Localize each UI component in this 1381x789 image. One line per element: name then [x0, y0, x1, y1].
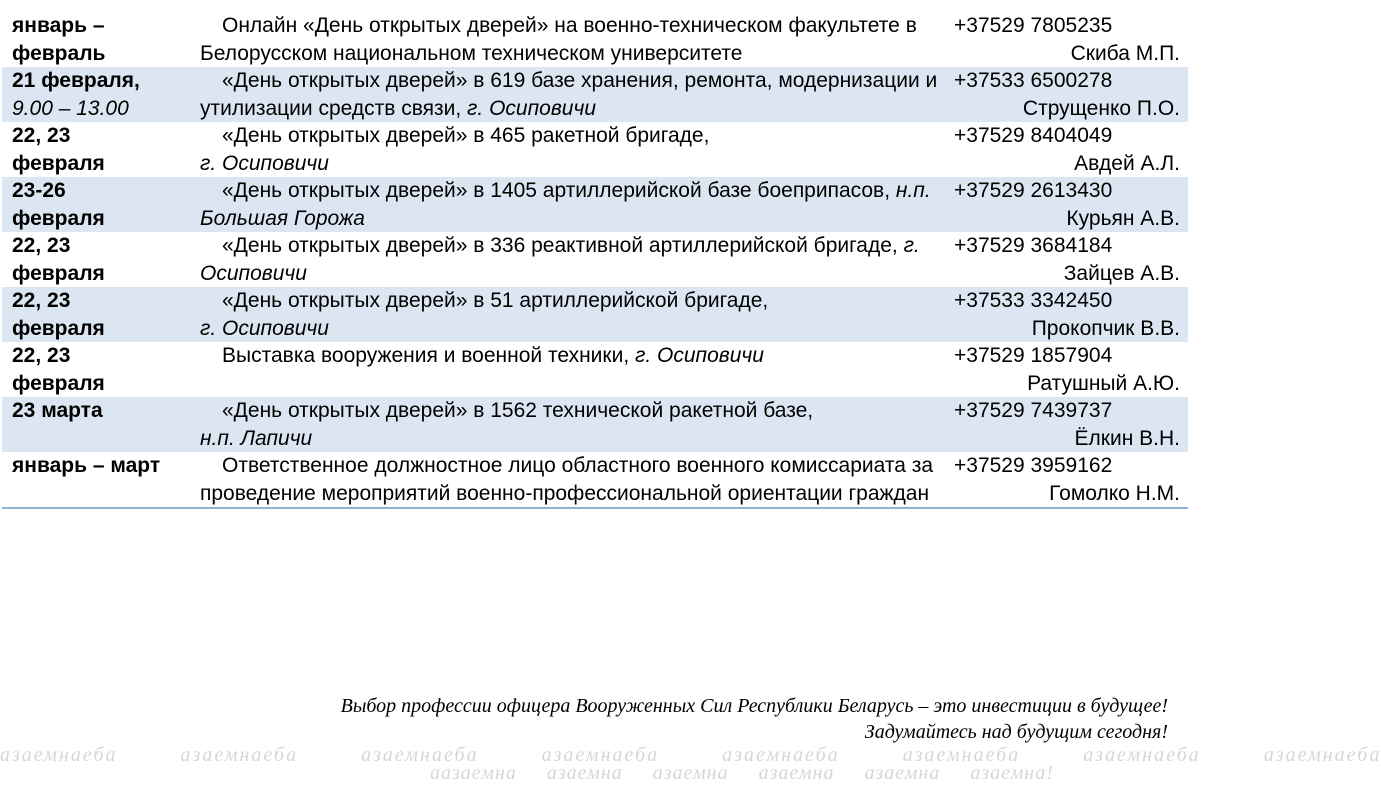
event-location: н.п. Большая Горожа	[200, 179, 931, 230]
contact-phone: +37529 7805235	[954, 14, 1113, 37]
slogan-line-2: Задумайтесь над будущим сегодня!	[864, 721, 1168, 743]
event-date	[2, 67, 200, 122]
schedule-row	[2, 397, 1188, 452]
event-description	[200, 452, 950, 507]
event-location: г. Осиповичи	[200, 316, 329, 340]
event-title: «День открытых дверей» в 336 реактивной артиллерийской бригаде,	[222, 234, 904, 257]
contact	[950, 177, 1188, 232]
event-description	[200, 122, 950, 177]
event-location: г. Осиповичи	[467, 96, 597, 120]
event-date-text: 22, 23 февраля	[12, 289, 105, 340]
schedule-row	[2, 122, 1188, 177]
contact-person: Прокопчик В.В.	[1031, 316, 1180, 340]
schedule-row	[2, 177, 1188, 232]
event-date-text: 23 марта	[12, 399, 103, 422]
contact-phone: +37529 1857904	[954, 344, 1113, 367]
event-time: 9.00 – 13.00	[12, 96, 129, 120]
event-date	[2, 122, 200, 177]
slogan-line-1: Выбор профессии офицера Вооруженных Сил Республики Беларусь – это инвестиции в будущее!	[340, 695, 1168, 717]
event-date-text: 22, 23 февраля	[12, 344, 105, 395]
contact-phone: +37529 2613430	[954, 179, 1113, 202]
event-date	[2, 12, 200, 67]
closing-slogan	[68, 693, 1168, 745]
event-date	[2, 287, 200, 342]
contact-person: Гомолко Н.М.	[1049, 481, 1180, 505]
event-date	[2, 397, 200, 452]
event-title: «День открытых дверей» в 465 ракетной бригаде,	[222, 124, 710, 147]
event-title: Ответственное должностное лицо областного военного комиссариата за проведение мероприятий военно-профессиональной ориентации граждан	[200, 454, 934, 505]
event-date-text: январь – февраль	[12, 14, 106, 65]
event-description	[200, 67, 950, 122]
event-description	[200, 177, 950, 232]
event-date	[2, 177, 200, 232]
schedule-row	[2, 452, 1188, 507]
schedule-row	[2, 232, 1188, 287]
event-title: Выставка вооружения и военной техники,	[222, 344, 635, 367]
event-title: «День открытых дверей» в 619 базе хранения, ремонта, модернизации и утилизации средств связи,	[200, 69, 938, 120]
event-date-text: 22, 23 февраля	[12, 124, 105, 175]
contact	[950, 122, 1188, 177]
contact-phone: +37533 3342450	[954, 289, 1113, 312]
schedule-row	[2, 342, 1188, 397]
event-date-text: 21 февраля,	[12, 69, 140, 92]
contact	[950, 67, 1188, 122]
contact-person: Авдей А.Л.	[1074, 151, 1180, 175]
contact	[950, 232, 1188, 287]
contact-phone: +37529 3684184	[954, 234, 1113, 257]
event-description	[200, 232, 950, 287]
schedule-row	[2, 12, 1188, 67]
event-description	[200, 397, 950, 452]
event-title: «День открытых дверей» в 1562 технической ракетной базе,	[222, 399, 814, 422]
contact-person: Зайцев А.В.	[1063, 261, 1180, 285]
event-location: г. Осиповичи	[635, 344, 764, 367]
event-description	[200, 342, 950, 397]
bleed-through-line-2: аазаемна азаемна азаемна азаемна азаемна азаемна!	[430, 762, 1054, 784]
event-date-text: январь – март	[12, 454, 161, 477]
contact	[950, 287, 1188, 342]
event-date	[2, 452, 200, 507]
bleed-through-line-1: азаемнаеба азаемнаеба азаемнаеба азаемнаеба азаемнаеба азаемнаеба азаемнаеба азаемнаеба	[0, 744, 1381, 766]
contact-person: Ёлкин В.Н.	[1074, 426, 1180, 450]
event-date	[2, 342, 200, 397]
contact-phone: +37533 6500278	[954, 69, 1113, 92]
contact	[950, 452, 1188, 507]
contact-phone: +37529 7439737	[954, 399, 1113, 422]
event-title: Онлайн «День открытых дверей» на военно-техническом факультете в Белорусском национальном техническом университете	[200, 14, 917, 65]
event-title: «День открытых дверей» в 51 артиллерийской бригаде,	[222, 289, 769, 312]
contact-person: Скиба М.П.	[1070, 41, 1180, 65]
contact-phone: +37529 3959162	[954, 454, 1113, 477]
event-schedule	[2, 12, 1188, 509]
contact	[950, 397, 1188, 452]
contact	[950, 12, 1188, 67]
schedule-row	[2, 67, 1188, 122]
bleed-through-text	[0, 742, 1381, 789]
event-date-text: 22, 23 февраля	[12, 234, 105, 285]
contact	[950, 342, 1188, 397]
contact-person: Курьян А.В.	[1066, 206, 1180, 230]
contact-person: Ратушный А.Ю.	[1027, 371, 1180, 395]
contact-phone: +37529 8404049	[954, 124, 1113, 147]
event-location: г. Осиповичи	[200, 234, 920, 285]
schedule-row	[2, 287, 1188, 342]
event-description	[200, 12, 950, 67]
event-location: н.п. Лапичи	[200, 426, 313, 450]
event-description	[200, 287, 950, 342]
event-title: «День открытых дверей» в 1405 артиллерийской базе боеприпасов,	[222, 179, 896, 202]
event-location: г. Осиповичи	[200, 151, 329, 175]
contact-person: Струщенко П.О.	[1022, 96, 1180, 120]
event-date-text: 23-26 февраля	[12, 179, 105, 230]
event-date	[2, 232, 200, 287]
